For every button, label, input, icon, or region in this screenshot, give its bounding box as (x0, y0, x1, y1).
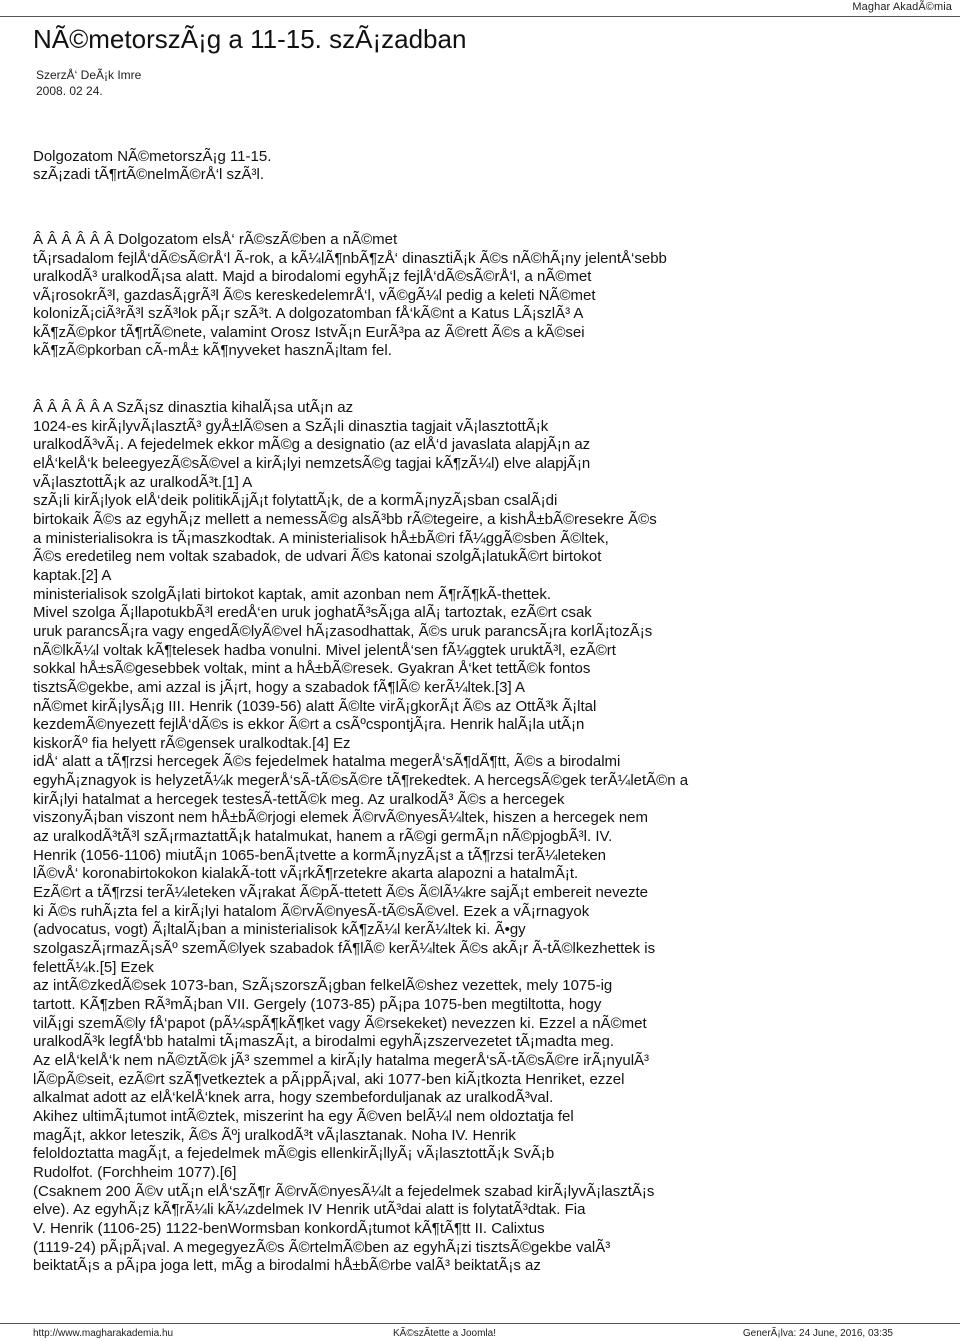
paragraph-line: tartott. KÃ¶zben RÃ³mÃ¡ban VII. Gergely (1073-85) pÃ¡pa 1075-ben megtiltotta, hogy (33, 996, 602, 1013)
paragraph-line: lÃ©pÃ©seit, ezÃ©rt szÃ¶vetkeztek a pÃ¡ppÃ¡val, aki 1077-ben kiÃ¡tkozta Henriket, ezzel (33, 1070, 625, 1088)
paragraph-line: nÃ©met kirÃ¡lysÃ¡g III. Henrik (1039-56) alatt Ã©lte virÃ¡gkorÃ¡t Ã©s az OttÃ³k Ã¡ltal (33, 697, 597, 715)
paragraph-line: felettÃ¼k.[5] Ezek (33, 958, 154, 976)
paragraph-line: uralkodÃ³ uralkodÃ¡sa alatt. Majd a birodalomi egyhÃ¡z fejlÅ‘dÃ©sÃ©rÅ‘l, a nÃ©met (33, 268, 592, 285)
paragraph-line: szÃ¡li kirÃ¡lyok elÅ‘deik politikÃ¡jÃ¡t folytattÃ¡k, de a kormÃ¡nyzÃ¡sban csalÃ¡di (33, 492, 558, 510)
article-author: SzerzÅ‘ DeÃ¡k Imre (36, 68, 142, 82)
intro-line: Dolgozatom NÃ©metorszÃ¡g 11-15. (33, 148, 272, 165)
site-name: Maghar AkadÃ©mia (852, 1, 952, 13)
paragraph-line: (advocatus, vogt) Ã¡ltalÃ¡ban a ministerialisok kÃ¶zÃ¼l kerÃ¼ltek ki. Ã•gy (33, 921, 526, 939)
footer-made-with: KÃ©szÃtette a Joomla! (393, 1328, 496, 1339)
paragraph-line: Henrik (1056-1106) miutÃ¡n 1065-benÃ¡tvette a kormÃ¡nyzÃ¡st a tÃ¶rzsi terÃ¼leteken (33, 846, 607, 864)
paragraph-line: sokkal hÅ±sÃ©gesebbek voltak, mint a hÅ±bÃ©resek. Gyakran Å‘ket tettÃ©k fontos (33, 660, 591, 678)
paragraph-line: uruk parancsÃ¡ra vagy engedÃ©lyÃ©vel hÃ¡zasodhattak, Ã©s uruk parancsÃ¡ra korlÃ¡tozÃ¡s (33, 622, 653, 640)
footer-site-link[interactable]: http://www.magharakademia.hu (33, 1328, 174, 1339)
paragraph-line: egyhÃ¡znagyok is helyzetÃ¼k megerÅ‘sÃ-tÃ©sÃ©re tÃ¶rekedtek. A hercegsÃ©gek terÃ¼letÃ©n a (33, 772, 689, 790)
paragraph-line: tisztsÃ©gekbe, ami azzal is jÃ¡rt, hogy a szabadok fÃ¶lÃ© kerÃ¼ltek.[3] A (33, 678, 526, 696)
paragraph-line: vÃ¡lasztottÃ¡k az uralkodÃ³t.[1] A (33, 473, 253, 491)
paragraph-line: kÃ¶zÃ©pkor tÃ¶rtÃ©nete, valamint Orosz IstvÃ¡n EurÃ³pa az Ã©rett Ã©s a kÃ©sei (33, 323, 585, 341)
paragraph-line: Mivel szolga Ã¡llapotukbÃ³l eredÅ‘en uruk joghatÃ³sÃ¡ga alÃ¡ tartoztak, ezÃ©rt csak (33, 604, 592, 622)
paragraph-line: tÃ¡rsadalom fejlÅ‘dÃ©sÃ©rÅ‘l Ã-rok, a kÃ¼lÃ¶nbÃ¶zÅ‘ dinasztiÃ¡k Ã©s nÃ©hÃ¡ny jelentÅ‘sebb (33, 249, 667, 267)
paragraph-line: kaptak.[2] A (33, 566, 112, 584)
paragraph-line: vilÃ¡gi szemÃ©ly fÅ‘papot (pÃ¼spÃ¶kÃ¶ket vagy Ã©rsekeket) nevezzen ki. Ezzel a nÃ©met (33, 1014, 647, 1032)
paragraph-line: Akihez ultimÃ¡tumot intÃ©ztek, miszerint ha egy Ã©ven belÃ¼l nem oldoztatja fel (33, 1107, 574, 1125)
paragraph-line: V. Henrik (1106-25) 1122-benWormsban konkordÃ¡tumot kÃ¶tÃ¶tt II. Calixtus (33, 1219, 545, 1237)
paragraph-line: vÃ¡rosokrÃ³l, gazdasÃ¡grÃ³l Ã©s kereskedelemrÅ‘l, vÃ©gÃ¼l pedig a keleti NÃ©met (33, 286, 596, 304)
paragraph-line: nÃ©lkÃ¼l voltak kÃ¶telesek hadba vonulni. Mivel jelentÅ‘sen fÃ¼ggtek uruktÃ³l, ezÃ©rt (33, 641, 616, 659)
paragraph-line: (Csaknem 200 Ã©v utÃ¡n elÅ‘szÃ¶r Ã©rvÃ©nyesÃ¼lt a fejedelmek szabad kirÃ¡lyvÃ¡lasztÃ¡s (33, 1182, 655, 1200)
paragraph-line: Â Â Â Â Â A SzÃ¡sz dinasztia kihalÃ¡sa utÃ¡n az (33, 399, 354, 416)
paragraph-line: ki Ã©s ruhÃ¡zta fel a kirÃ¡lyi hatalom Ã©rvÃ©nyesÃ-tÃ©sÃ©vel. Ezek a vÃ¡rnagyok (33, 902, 590, 920)
article-meta (36, 67, 141, 99)
paragraph-line: az intÃ©zkedÃ©sek 1073-ban, SzÃ¡szorszÃ¡gban felkelÃ©shez vezettek, mely 1075-ig (33, 977, 613, 995)
paragraph-line: magÃ¡t, akkor leteszik, Ã©s Ãºj uralkodÃ³t vÃ¡lasztanak. Noha IV. Henrik (33, 1126, 516, 1144)
paragraph-line: Â Â Â Â Â Â Dolgozatom elsÅ‘ rÃ©szÃ©ben a nÃ©met (33, 231, 398, 248)
paragraph-line: szolgaszÃ¡rmazÃ¡sÃº szemÃ©lyek szabadok fÃ¶lÃ© kerÃ¼ltek Ã©s akÃ¡r Ã-tÃ©lkezhettek is (33, 940, 656, 958)
article-intro (33, 148, 271, 184)
paragraph-line: az uralkodÃ³tÃ³l szÃ¡rmaztattÃ¡k hatalmukat, hanem a rÃ©gi germÃ¡n nÃ©pjogbÃ³l. IV. (33, 828, 613, 846)
footer-divider (0, 1323, 960, 1324)
paragraph-line: uralkodÃ³vÃ¡. A fejedelmek ekkor mÃ©g a designatio (az elÅ‘d javaslata alapjÃ¡n az (33, 436, 591, 454)
paragraph-line: EzÃ©rt a tÃ¶rzsi terÃ¼leteken vÃ¡rakat Ã©pÃ-ttetett Ã©s Ã©lÃ¼kre sajÃ¡t embereit nevezte (33, 884, 648, 902)
paragraph-line: Ã©s eredetileg nem voltak szabadok, de udvari Ã©s katonai szolgÃ¡latukÃ©rt birtokot (33, 548, 602, 566)
paragraph-line: alkalmat adott az elÅ‘kelÅ‘knek arra, hogy szembeforduljanak az uralkodÃ³val. (33, 1089, 554, 1107)
paragraph-line: birtokaik Ã©s az egyhÃ¡z mellett a nemessÃ©g alsÃ³bb rÃ©tegeire, a kishÅ±bÃ©resekre Ã©s (33, 510, 657, 528)
paragraph-line: lÃ©vÅ‘ koronabirtokokon kialakÃ-tott vÃ¡rkÃ¶rzetekre akarta alapozni a hatalmÃ¡t. (33, 865, 579, 883)
article-paragraph-2 (33, 399, 688, 1276)
header-divider (0, 16, 960, 17)
paragraph-line: Rudolfot. (Forchheim 1077).[6] (33, 1163, 237, 1181)
intro-line: szÃ¡zadi tÃ¶rtÃ©nelmÃ©rÅ‘l szÃ³l. (33, 166, 265, 183)
article-paragraph-1 (33, 231, 667, 361)
paragraph-line: feloldoztatta magÃ¡t, a fejedelmek mÃ©gis ellenkirÃ¡llyÃ¡ vÃ¡lasztottÃ¡k SvÃ¡b (33, 1145, 555, 1163)
paragraph-line: kirÃ¡lyi hatalmat a hercegek testesÃ-tettÃ©k meg. Az uralkodÃ³ Ã©s a hercegek (33, 790, 565, 808)
paragraph-line: elÅ‘kelÅ‘k beleegyezÃ©sÃ©vel a kirÃ¡lyi nemzetsÃ©g tagjai kÃ¶zÃ¼l) elve alapjÃ¡n (33, 454, 591, 472)
paragraph-line: kÃ¶zÃ©pkorban cÃ-mÅ± kÃ¶nyveket hasznÃ¡ltam fel. (33, 342, 392, 359)
paragraph-line: uralkodÃ³k legfÅ‘bb hatalmi tÃ¡maszÃ¡t, a birodalmi egyhÃ¡zszervezetet tÃ¡madta meg. (33, 1033, 615, 1051)
paragraph-line: beiktatÃ¡s a pÃ¡pa joga lett, mÃg a birodalmi hÅ±bÃ©rbe valÃ³ beiktatÃ¡s az (33, 1257, 541, 1275)
article-date: 2008. 02 24. (36, 84, 103, 98)
paragraph-line: elve). Az egyhÃ¡z kÃ¶rÃ¼li kÃ¼zdelmek IV Henrik utÃ³dai alatt is folytatÃ³dtak. Fia (33, 1201, 586, 1219)
paragraph-line: viszonyÃ¡ban viszont nem hÅ±bÃ©rjogi elemek Ã©rvÃ©nyesÃ¼ltek, hiszen a hercegek nem (33, 809, 648, 827)
paragraph-line: kiskorÃº fia helyett rÃ©gensek uralkodtak.[4] Ez (33, 734, 351, 752)
paragraph-line: kolonizÃ¡ciÃ³rÃ³l szÃ³lok pÃ¡r szÃ³t. A dolgozatomban fÅ‘kÃ©nt a Katus LÃ¡szlÃ³ A (33, 305, 584, 322)
paragraph-line: a ministerialisokra is tÃ¡maszkodtak. A ministerialisok hÅ±bÃ©ri fÃ¼ggÃ©sben Ã©ltek, (33, 529, 609, 547)
paragraph-line: ministerialisok szolgÃ¡lati birtokot kaptak, amit azonban nem Ã¶rÃ¶kÃ-thettek. (33, 585, 551, 603)
paragraph-line: kezdemÃ©nyezett fejlÅ‘dÃ©s is ekkor Ã©rt a csÃºcspontjÃ¡ra. Henrik halÃ¡la utÃ¡n (33, 716, 585, 734)
paragraph-line: (1119-24) pÃ¡pÃ¡val. A megegyezÃ©s Ã©rtelmÃ©ben az egyhÃ¡zi tisztsÃ©gekbe valÃ³ (33, 1238, 611, 1256)
paragraph-line: idÅ‘ alatt a tÃ¶rzsi hercegek Ã©s fejedelmek hatalma megerÅ‘sÃ¶dÃ¶tt, Ã©s a birodalmi (33, 753, 621, 771)
article-title: NÃ©metorszÃ¡g a 11-15. szÃ¡zadban (33, 24, 467, 54)
footer-generated-date: GenerÃ¡lva: 24 June, 2016, 03:35 (742, 1328, 893, 1339)
paragraph-line: 1024-es kirÃ¡lyvÃ¡lasztÃ³ gyÅ±lÃ©sen a SzÃ¡li dinasztia tagjait vÃ¡lasztottÃ¡k (33, 417, 549, 435)
paragraph-line: Az elÅ‘kelÅ‘k nem nÃ©ztÃ©k jÃ³ szemmel a kirÃ¡ly hatalma megerÅ‘sÃ-tÃ©sÃ©re irÃ¡nyulÃ³ (33, 1051, 650, 1069)
